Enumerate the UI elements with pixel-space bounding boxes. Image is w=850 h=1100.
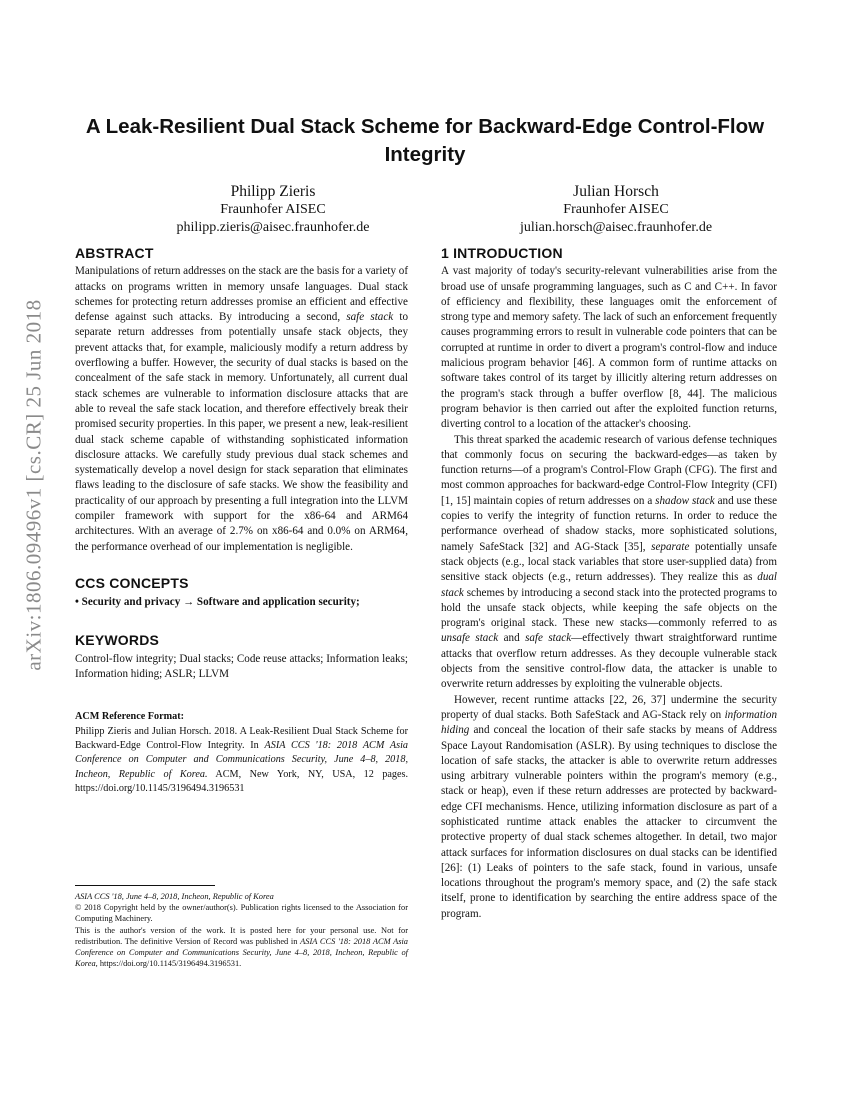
footnote — [75, 891, 408, 969]
author-email: philipp.zieris@aisec.fraunhofer.de — [176, 220, 370, 235]
footnote-rule — [75, 885, 215, 886]
keywords-heading: KEYWORDS — [75, 631, 160, 648]
arxiv-stamp — [14, 295, 54, 675]
footnote-venue: ASIA CCS '18, June 4–8, 2018, Incheon, Republic of Korea — [75, 892, 274, 901]
left-column — [75, 246, 408, 796]
author-name: Julian Horsch — [573, 183, 659, 200]
author-name: Philipp Zieris — [230, 183, 316, 200]
acm-reference-text: Philipp Zieris and Julian Horsch. 2018. A Leak-Resilient Dual Stack Scheme for Backward-Edge Control-Flow Integrity. In ASIA CCS '18: 2018 ACM Asia Conference on Computer and Communications Security, June 4–8, 2018, Incheon, Republic of Korea. ACM, New York, NY, USA, 12 pages. https://doi.org/10.1145/3196494.3196531 — [75, 725, 408, 794]
author-affiliation: Fraunhofer AISEC — [220, 202, 326, 217]
intro-paragraph-3: However, recent runtime attacks [22, 26, 37] undermine the security property of dual stacks. Both SafeStack and AG-Stack rely on information hiding and conceal the location of their safe stacks by means of Address Space Layout Randomisation (ASLR). By using techniques to disclose the location of safe stacks, the attacker is able to overwrite return addresses using arbitrary vulnerable pointers within the program's memory (e.g., stack or heap), even if these return addresses are protected by backward-edge CFI mechanisms. Hence, utilizing information disclosure as part of a sophisticated runtime attack enables the attacker to circumvent the protective property of dual stack schemes altogether. In detail, two major attack surfaces for information disclosures on dual stacks can be identified [26]: (1) Leaks of pointers to the safe stack, found in various, unsafe locations throughout the program's memory space, and (2) the safe stack itself, prone to identification by searching the entire address space of the program. — [441, 693, 777, 920]
paper-title: A Leak-Resilient Dual Stack Scheme for Backward-Edge Control-Flow Integrity — [85, 115, 765, 166]
footnote-copyright: © 2018 Copyright held by the owner/author(s). Publication rights licensed to the Association for Computing Machinery. — [75, 903, 408, 924]
author-block-2 — [446, 183, 786, 237]
footnote-version: This is the author's version of the work. It is posted here for your personal use. Not for redistribution. The definitive Version of Record was published in ASIA CCS '18: 2018 ACM Asia Conference on Computer and Communications Security, June 4–8, 2018, Incheon, Republic of Korea, https://doi.org/10.1145/3196494.3196531. — [75, 925, 408, 969]
intro-paragraph-2: This threat sparked the academic research of various defense techniques that commonly focus on securing the backward-edges—as taken by function returns—of a program's Control-Flow Graph (CFG). The first and most common approaches for backward-edge Control-Flow Integrity (CFI) [1, 15] maintain copies of return addresses on a shadow stack and use these copies to verify the integrity of function returns. In order to reduce the performance overhead of shadow stacks, more sophisticated solutions, namely SafeStack [32] and AG-Stack [35], separate potentially unsafe stack objects (e.g., local stack variables that store user-supplied data) from sensitive stack objects (e.g., return addresses). They realize this as dual stack schemes by introducing a second stack into the protected programs to hold the unsafe stack objects, while keeping the safe objects on the program's original stack. These new stacks—commonly referred to as unsafe stack and safe stack—effectively thwart straightforward runtime attacks that overflow return addresses. As they decouple vulnerable stack objects from the sensitive control-flow data, the attacker is unable to overwrite return addresses by exploiting the vulnerable objects. — [441, 433, 777, 691]
keywords-text: Control-flow integrity; Dual stacks; Code reuse attacks; Information leaks; Information hiding; ASLR; LLVM — [75, 652, 408, 681]
introduction-heading: 1 INTRODUCTION — [441, 245, 563, 261]
ccs-heading: CCS CONCEPTS — [75, 574, 189, 591]
abstract-text: Manipulations of return addresses on the stack are the basis for a variety of attacks on programs written in memory unsafe languages. Dual stack schemes for protecting return addresses promise an efficient and effective defense against such attacks. By introducing a second, safe stack to separate return addresses from potentially unsafe stack objects, they prevent attacks that, for example, maliciously modify a return address by overflowing a buffer. However, the security of dual stacks is based on the concealment of the safe stack in memory. Unfortunately, all current dual stack schemes are vulnerable to information disclosure attacks that are able to reveal the safe stack location, and therefore effectively break their promised security properties. In this paper, we present a new, leak-resilient dual stack scheme capable of withstanding sophisticated information disclosure attacks. We carefully study previous dual stack schemes and systematically develop a novel design for stack separation that eliminates flaws leading to the disclosure of safe stacks. We show the feasibility and practicality of our approach by presenting a full integration into the LLVM compiler framework with support for the x86-64 and ARM64 architectures. With an average of 2.7% on x86-64 and 0.0% on ARM64, the performance overhead of our implementation is negligible. — [75, 265, 409, 553]
intro-paragraph-1: A vast majority of today's security-relevant vulnerabilities arise from the broad use of unsafe programming languages, such as C and C++. In favor of efficiency and flexibility, these languages omit the enforcement of strong type and memory safety. The lack of such an enforcement frequently causes programming errors to result in vulnerable code pointers that can be corrupted at runtime in order to divert a program's control-flow and induce malicious program behavior [46]. A common form of runtime attacks on software takes control of its target by illicitly altering return addresses on the program's stack through a buffer overflow [8, 44]. The malicious program behavior is then carried out after the exploited function returns, diverting control to a location of the attacker's choosing. — [441, 265, 777, 431]
acm-reference — [75, 710, 408, 796]
author-affiliation: Fraunhofer AISEC — [563, 202, 669, 217]
abstract-heading: ABSTRACT — [75, 245, 154, 261]
right-column — [441, 246, 777, 922]
acm-reference-heading: ACM Reference Format: — [75, 711, 184, 723]
arxiv-stamp-text: arXiv:1806.09496v1 [cs.CR] 25 Jun 2018 — [21, 299, 46, 671]
author-email: julian.horsch@aisec.fraunhofer.de — [519, 220, 713, 235]
ccs-text: • Security and privacy → Software and application security; — [75, 596, 360, 609]
author-block-1 — [103, 183, 443, 237]
